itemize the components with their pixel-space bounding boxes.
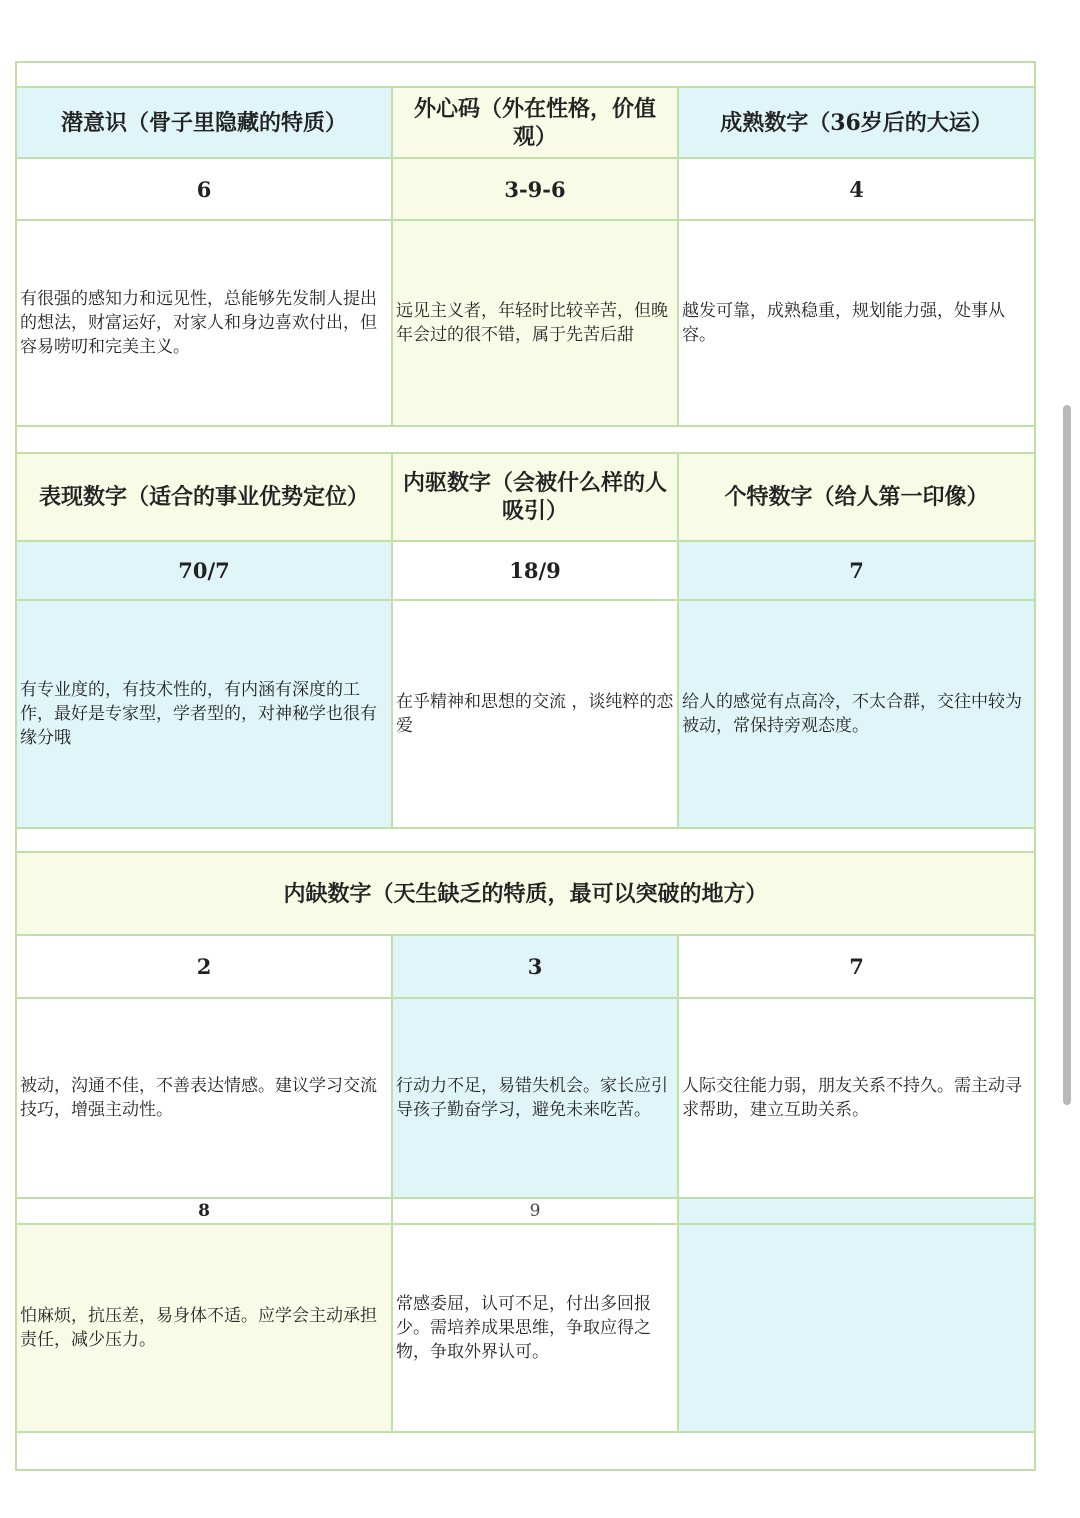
spacer-row xyxy=(15,425,1036,454)
desc-empty xyxy=(677,1223,1036,1433)
desc-missing-7 xyxy=(677,997,1036,1199)
vertical-scrollbar[interactable] xyxy=(1063,405,1071,1105)
header-personality-number: 个特数字（给人第一印像） xyxy=(677,452,1036,542)
desc-missing-2 xyxy=(15,997,393,1199)
desc-maturity-number xyxy=(677,219,1036,427)
desc-outer-code xyxy=(391,219,679,427)
header-expression-number: 表现数字（适合的事业优势定位） xyxy=(15,452,393,542)
value-subconscious: 6 xyxy=(15,157,393,221)
value-inner-drive: 18/9 xyxy=(391,540,679,601)
value-outer-code: 3-9-6 xyxy=(391,157,679,221)
value-missing-7: 7 xyxy=(677,934,1036,999)
value-maturity-number: 4 xyxy=(677,157,1036,221)
desc-text: 给人的感觉有点高冷，不太合群，交往中较为被动，常保持旁观态度。 xyxy=(682,692,1022,736)
value-missing-2: 2 xyxy=(15,934,393,999)
header-maturity-number: 成熟数字（36岁后的大运） xyxy=(677,86,1036,159)
desc-text: 行动力不足，易错失机会。家长应引导孩子勤奋学习，避免未来吃苦。 xyxy=(396,1076,668,1120)
desc-inner-drive xyxy=(391,599,679,829)
desc-text: 远见主义者，年轻时比较辛苦，但晚年会过的很不错，属于先苦后甜 xyxy=(396,301,668,345)
spacer-row xyxy=(15,1431,1036,1471)
header-missing-numbers: 内缺数字（天生缺乏的特质，最可以突破的地方） xyxy=(15,851,1036,936)
value-missing-3: 3 xyxy=(391,934,679,999)
desc-text: 怕麻烦，抗压差，易身体不适。应学会主动承担责任，减少压力。 xyxy=(20,1306,377,1350)
desc-personality-number xyxy=(677,599,1036,829)
header-inner-drive: 内驱数字（会被什么样的人吸引） xyxy=(391,452,679,542)
desc-text: 被动，沟通不佳，不善表达情感。建议学习交流技巧，增强主动性。 xyxy=(20,1076,377,1120)
value-empty xyxy=(677,1197,1036,1225)
value-missing-9: 9 xyxy=(391,1197,679,1225)
value-personality-number: 7 xyxy=(677,540,1036,601)
desc-text: 有专业度的，有技术性的，有内涵有深度的工作，最好是专家型，学者型的，对神秘学也很有缘分哦 xyxy=(20,680,377,748)
value-expression-number: 70/7 xyxy=(15,540,393,601)
desc-text: 人际交往能力弱，朋友关系不持久。需主动寻求帮助，建立互助关系。 xyxy=(682,1076,1022,1120)
desc-expression-number xyxy=(15,599,393,829)
desc-text: 在乎精神和思想的交流 ，谈纯粹的恋爱 xyxy=(396,692,674,736)
desc-missing-3 xyxy=(391,997,679,1199)
desc-text: 常感委屈，认可不足，付出多回报少。需培养成果思维，争取应得之物，争取外界认可。 xyxy=(396,1294,651,1362)
header-outer-code: 外心码（外在性格，价值观） xyxy=(391,86,679,159)
desc-missing-9 xyxy=(391,1223,679,1433)
header-subconscious: 潜意识（骨子里隐藏的特质） xyxy=(15,86,393,159)
spacer-row xyxy=(15,827,1036,853)
desc-missing-8 xyxy=(15,1223,393,1433)
numerology-table xyxy=(15,61,1036,1471)
desc-text: 有很强的感知力和远见性，总能够先发制人提出的想法，财富运好，对家人和身边喜欢付出，但容易唠叨和完美主义。 xyxy=(20,289,377,357)
desc-text: 越发可靠，成熟稳重，规划能力强，处事从容。 xyxy=(682,301,1005,345)
desc-subconscious xyxy=(15,219,393,427)
spacer-row xyxy=(15,61,1036,88)
value-missing-8: 8 xyxy=(15,1197,393,1225)
